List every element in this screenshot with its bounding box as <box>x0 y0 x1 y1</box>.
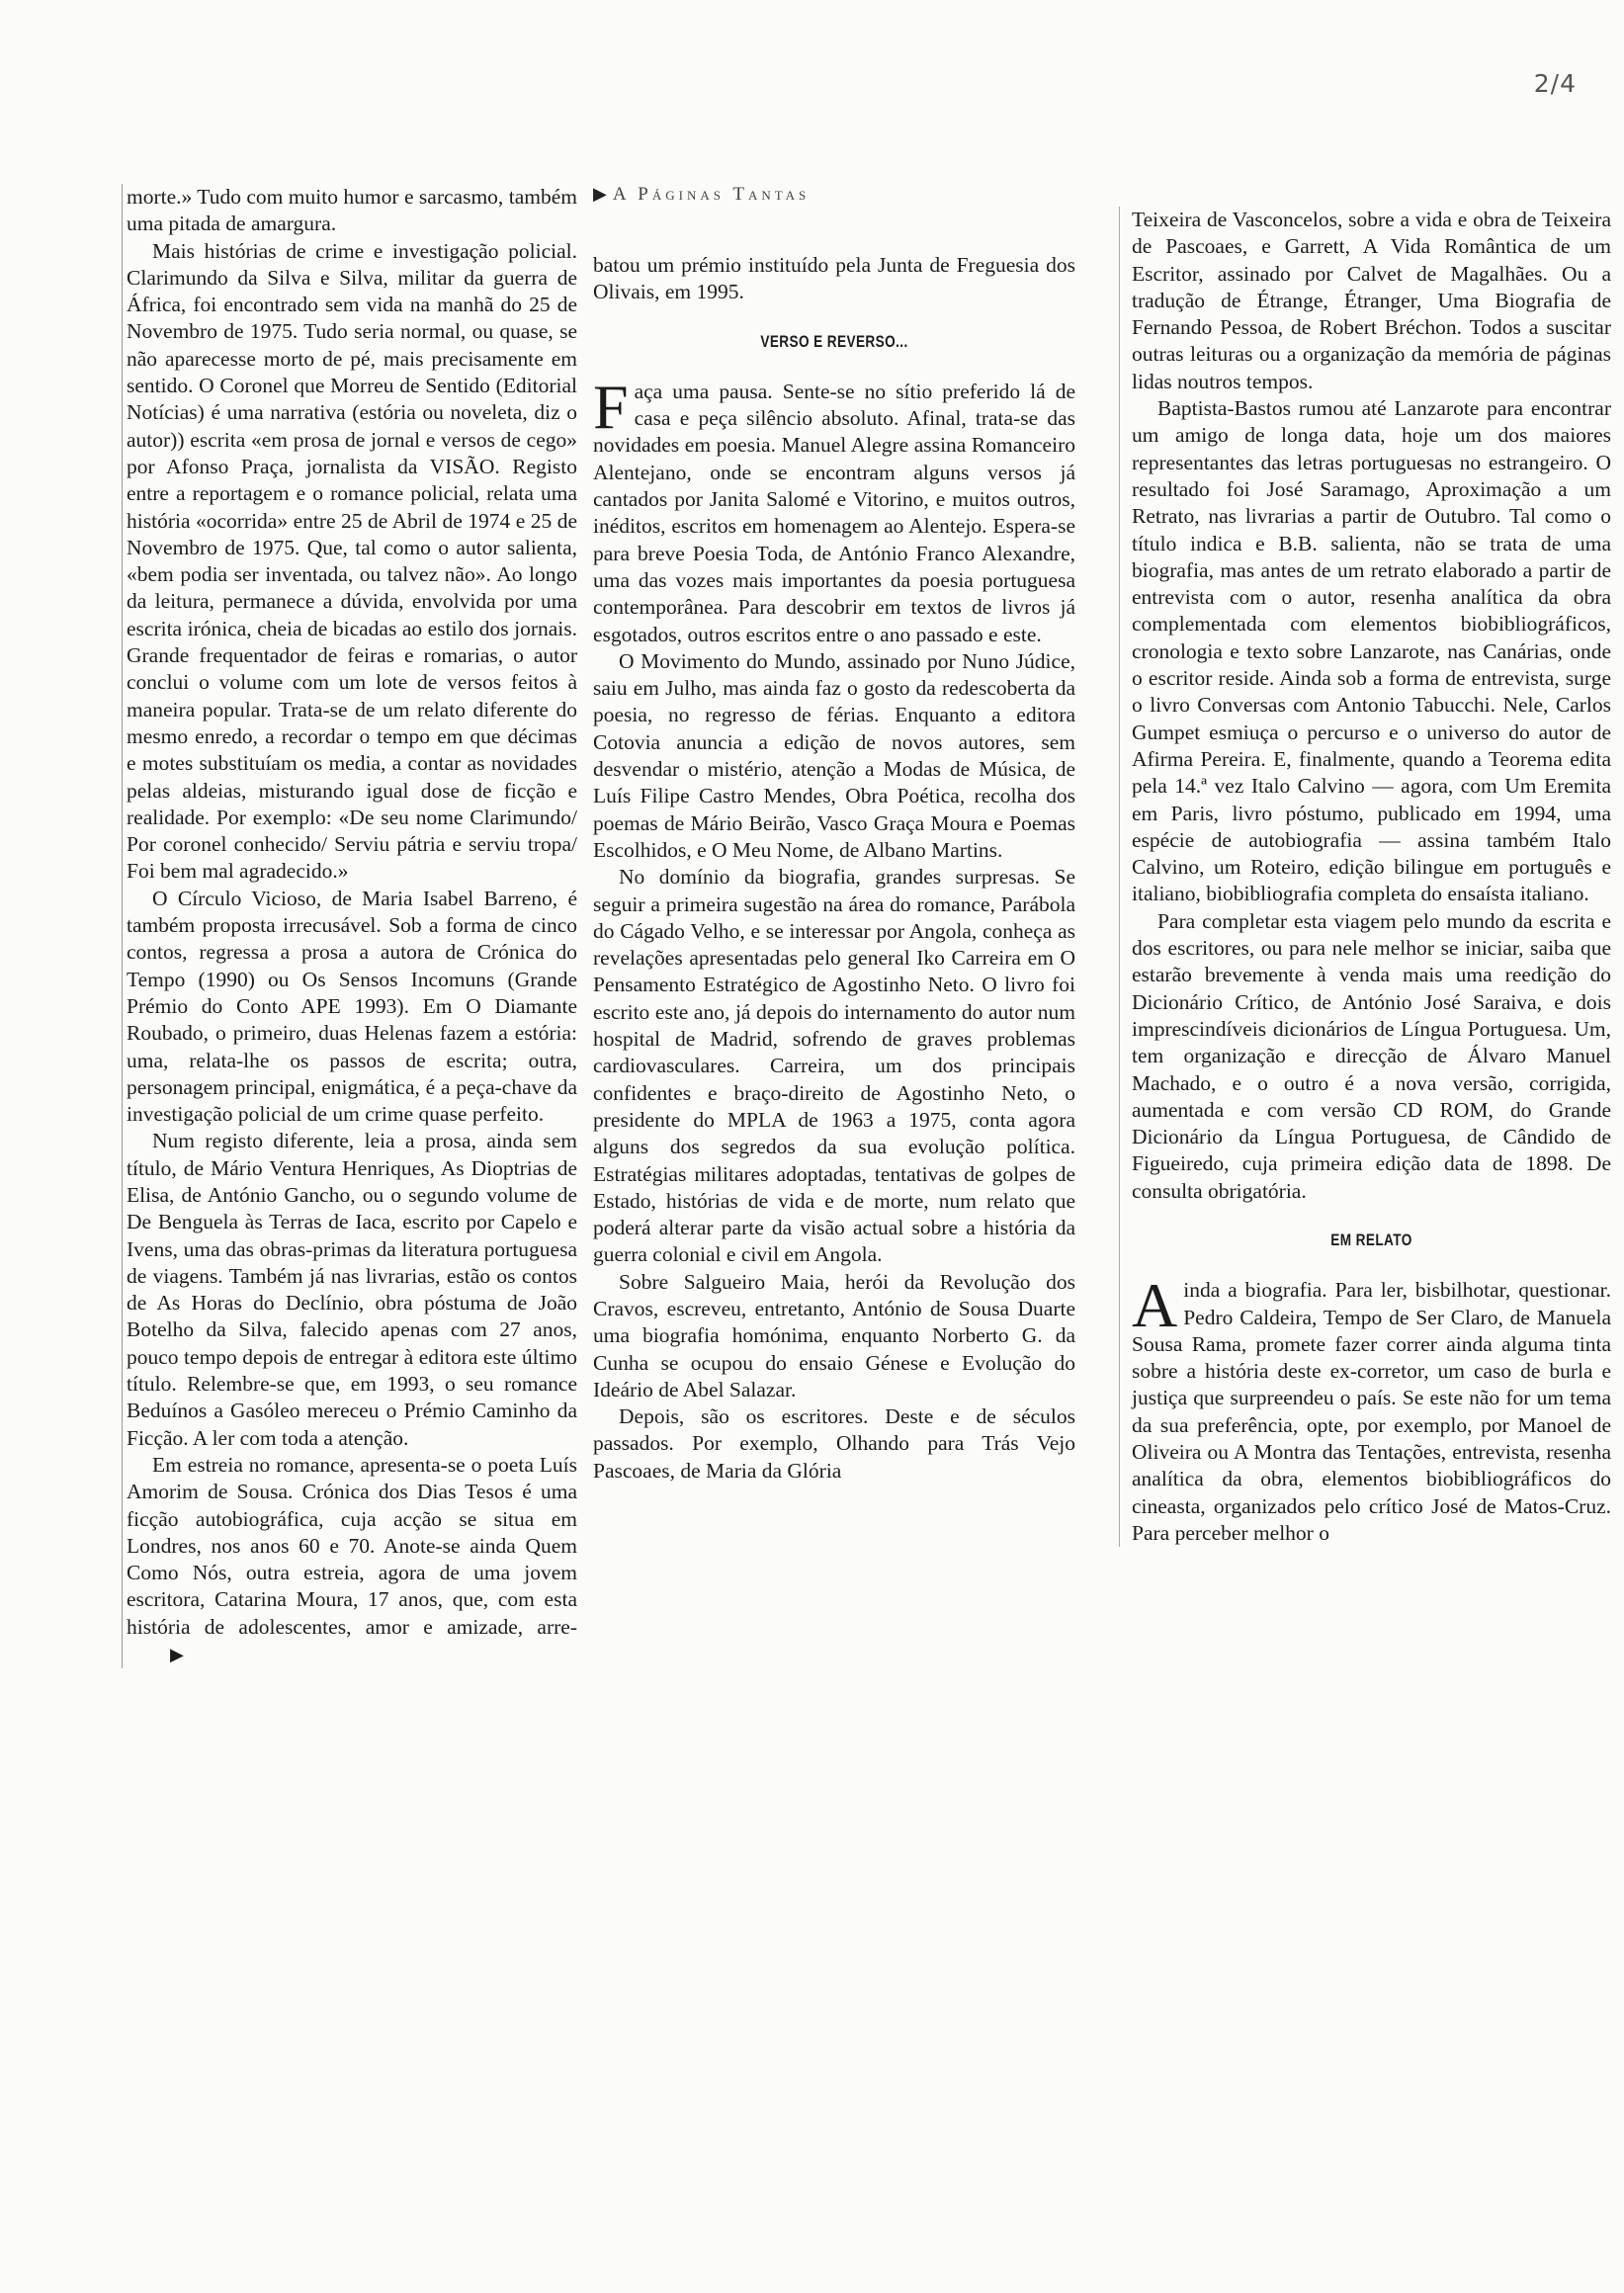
paragraph: Mais histórias de crime e investigação policial. Clarimundo da Silva e Silva, militar da guerra de África, foi encontrado sem vida na manhã do 25 de Novembro de 1975. Tudo seria normal, ou quase, se não aparecesse morto de pé, mais precisamente em sentido. O Coronel que Morreu de Sentido (Editorial Notícias) é uma narrativa (estória ou noveleta, diz o autor)) escrita «em prosa de jornal e versos de cego» por Afonso Praça, jornalista da VISÃO. Registo entre a reportagem e o romance policial, relata uma história «ocorrida» entre 25 de Abril de 1974 e 25 de Novembro de 1975. Que, tal como o autor salienta, «bem podia ser inventada, ou talvez não». Ao longo da leitura, permanece a dúvida, envolvida por uma escrita irónica, cheia de bicadas ao estilo dos jornais. Grande frequentador de feiras e romarias, o autor conclui o volume com um lote de versos feitos à maneira popular. Trata-se de um relato diferente do mesmo enredo, a recordar o tempo em que décimas e motes substituíam os media, a contar as novidades pelas aldeias, misturando igual dose de ficção e realidade. Por exemplo: «De seu nome Clarimundo/ Por coronel conhecido/ Serviu pátria e serviu tropa/ Foi bem mal agradecido.» <box>127 238 577 884</box>
drop-cap: A <box>1132 1270 1178 1341</box>
paragraph: O Movimento do Mundo, assinado por Nuno Júdice, saiu em Julho, mas ainda faz o gosto da redescoberta da poesia, no regresso de férias. Enquanto a editora Cotovia anuncia a edição de novos autores, sem desvendar o mistério, atenção a Modas de Música, de Luís Filipe Castro Mendes, Obra Poética, recolha dos poemas de Mário Beirão, Vasco Graça Moura e Poemas Escolhidos, e O Meu Nome, de Albano Martins. <box>593 648 1075 862</box>
continue-arrow-icon: ▶ <box>170 1645 184 1665</box>
running-head-text: A Páginas Tantas <box>612 184 811 205</box>
section-heading: VERSO E REVERSO... <box>760 331 908 351</box>
paragraph: Baptista-Bastos rumou até Lanzarote para encontrar um amigo de longa data, hoje um dos maiores representantes das letras portuguesas no estrangeiro. O resultado foi José Saramago, Aproximação a um Retrato, nas livrarias a partir de Outubro. Tal como o título indica e B.B. salienta, não se trata de uma biografia, mas antes de um retrato elaborado a partir de entrevista com o autor, resenha analítica da obra complementada com elementos biobibliográficos, cronologia e texto sobre Lanzarote, nas Canárias, onde o escritor reside. Ainda sob a forma de entrevista, surge o livro Conversas com Antonio Tabucchi. Nele, Carlos Gumpet esmiuça o percurso e o universo do autor de Afirma Pereira. E, finalmente, quando a Teorema edita pela 14.ª vez Italo Calvino — agora, com Um Eremita em Paris, livro póstumo, publicado em 1994, uma espécie de autobiografia — assina também Italo Calvino, um Roteiro, edição bilingue em português e italiano, biobibliografia completa do ensaísta italiano. <box>1132 396 1611 906</box>
paragraph: morte.» Tudo com muito humor e sarcasmo, também uma pitada de amargura. <box>127 185 577 236</box>
triangle-icon: ▶ <box>593 184 607 204</box>
column-middle <box>593 252 1075 1485</box>
running-head <box>593 184 810 206</box>
paragraph: Num registo diferente, leia a prosa, ainda sem título, de Mário Ventura Henriques, As Dioptrias de Elisa, de António Gancho, ou o segundo volume de De Benguela às Terras de Iaca, escrito por Capelo e Ivens, uma das obras-primas da literatura portuguesa de viagens. Também já nas livrarias, estão os contos de As Horas do Declínio, obra póstuma de João Botelho da Silva, falecido apenas com 27 anos, pouco tempo depois de entregar à editora este último título. Relembre-se que, em 1993, o seu romance Beduínos a Gasóleo mereceu o Prémio Caminho da Ficção. A ler com toda a atenção. <box>127 1129 577 1450</box>
paragraph: Depois, são os escritores. Deste e de séculos passados. Por exemplo, Olhando para Trás Vejo Pascoaes, de Maria da Glória <box>593 1404 1075 1483</box>
paragraph: Sobre Salgueiro Maia, herói da Revolução dos Cravos, escreveu, entretanto, António de Sousa Duarte uma biografia homónima, enquanto Norberto G. da Cunha se ocupou do ensaio Génese e Evolução do Ideário de Abel Salazar. <box>593 1269 1075 1401</box>
paragraph: No domínio da biografia, grandes surpresas. Se seguir a primeira sugestão na área do romance, Parábola do Cágado Velho, e se interessar por Angola, conheça as revelações apresentadas pelo general Iko Carreira em O Pensamento Estratégico de Agostinho Neto. O livro foi escrito este ano, já depois do internamento do autor num hospital de Madrid, sofrendo de graves problemas cardiovasculares. Carreira, um dos principais confidentes e braço-direito de Agostinho Neto, o presidente do MPLA de 1963 a 1975, conta agora alguns dos segredos da sua evolução política. Estratégias militares adoptadas, tentativas de golpes de Estado, histórias de vida e de morte, num relato que poderá alterar parte da visão actual sobre a história da guerra colonial e civil em Angola. <box>593 865 1075 1267</box>
drop-cap: F <box>593 371 629 442</box>
paragraph: Teixeira de Vasconcelos, sobre a vida e obra de Teixeira de Pascoaes, e Garrett, A Vida Romântica de um Escritor, assinado por Calvet de Magalhães. Ou a tradução de Étrange, Étranger, Uma Biografia de Fernando Pessoa, de Robert Bréchon. Todos a suscitar outras leituras ou a organização da memória de páginas lidas noutros tempos. <box>1132 208 1611 393</box>
paragraph: O Círculo Vicioso, de Maria Isabel Barreno, é também proposta irrecusável. Sob a forma de cinco contos, regressa a prosa a autora de Crónica do Tempo (1990) ou Os Sensos Incomuns (Grande Prémio do Conto APE 1993). Em O Diamante Roubado, o primeiro, duas Helenas fazem a estória: uma, relata-lhe os passos de escrita; outra, personagem principal, enigmática, é a peça-chave da investigação policial de um crime quase perfeito. <box>127 886 577 1127</box>
page-number: 2/4 <box>1533 69 1577 98</box>
paragraph-dropcap <box>593 371 1075 648</box>
paragraph-text: aça uma pausa. Sente-se no sítio preferido lá de casa e peça silêncio absoluto. Afinal, trata-se das novidades em poesia. Manuel Alegre assina Romanceiro Alentejano, onde se encontram alguns versos já cantados por Janita Salomé e Vitorino, e muitos outros, inéditos, escritos em homenagem ao Alentejo. Espera-se para breve Poesia Toda, de António Franco Alexandre, uma das vozes mais importantes da poesia portuguesa contemporânea. Para descobrir em textos de livros já esgotados, outros escritos entre o ano passado e este. <box>593 379 1075 646</box>
paragraph-text: inda a biografia. Para ler, bisbilhotar, questionar. Pedro Caldeira, Tempo de Ser Claro, de Manuela Sousa Rama, promete fazer correr ainda alguma tinta sobre a história deste ex-corretor, um caso de burla e justiça que surpreendeu o país. Se este não for um tema da sua preferência, opte, por exemplo, por Manoel de Oliveira ou A Montra das Tentações, entrevista, resenha analítica da obra, elementos biobibliográficos do cineasta, organizados pelo crítico José de Matos-Cruz. Para perceber melhor o <box>1132 1278 1611 1545</box>
paragraph: Para completar esta viagem pelo mundo da escrita e dos escritores, ou para nele melhor se iniciar, saiba que estarão brevemente à venda mais uma reedição do Dicionário Crítico, de António José Saraiva, e dois imprescindíveis dicionários de Língua Portuguesa. Um, tem organização e direcção de Álvaro Manuel Machado, e o outro é a nova versão, corrigida, aumentada e com versão CD ROM, do Grande Dicionário da Língua Portuguesa, de Cândido de Figueiredo, cuja primeira edição data de 1898. De consulta obrigatória. <box>1132 908 1611 1203</box>
paragraph-dropcap <box>1132 1270 1611 1547</box>
paragraph: batou um prémio instituído pela Junta de Freguesia dos Olivais, em 1995. <box>593 253 1075 304</box>
column-left <box>122 184 577 1668</box>
paragraph-last <box>127 1452 577 1668</box>
paragraph-text: Em estreia no romance, apresenta-se o poeta Luís Amorim de Sousa. Crónica dos Dias Tesos é uma ficção autobiográfica, cuja acção se situa em Londres, nos anos 60 e 70. Anote-se ainda Quem Como Nós, outra estreia, agora de uma jovem escritora, Catarina Moura, 17 anos, que, com esta história de adolescentes, amor e amizade, arre- <box>127 1452 577 1639</box>
section-heading: EM RELATO <box>1330 1230 1412 1249</box>
column-right <box>1119 207 1611 1547</box>
